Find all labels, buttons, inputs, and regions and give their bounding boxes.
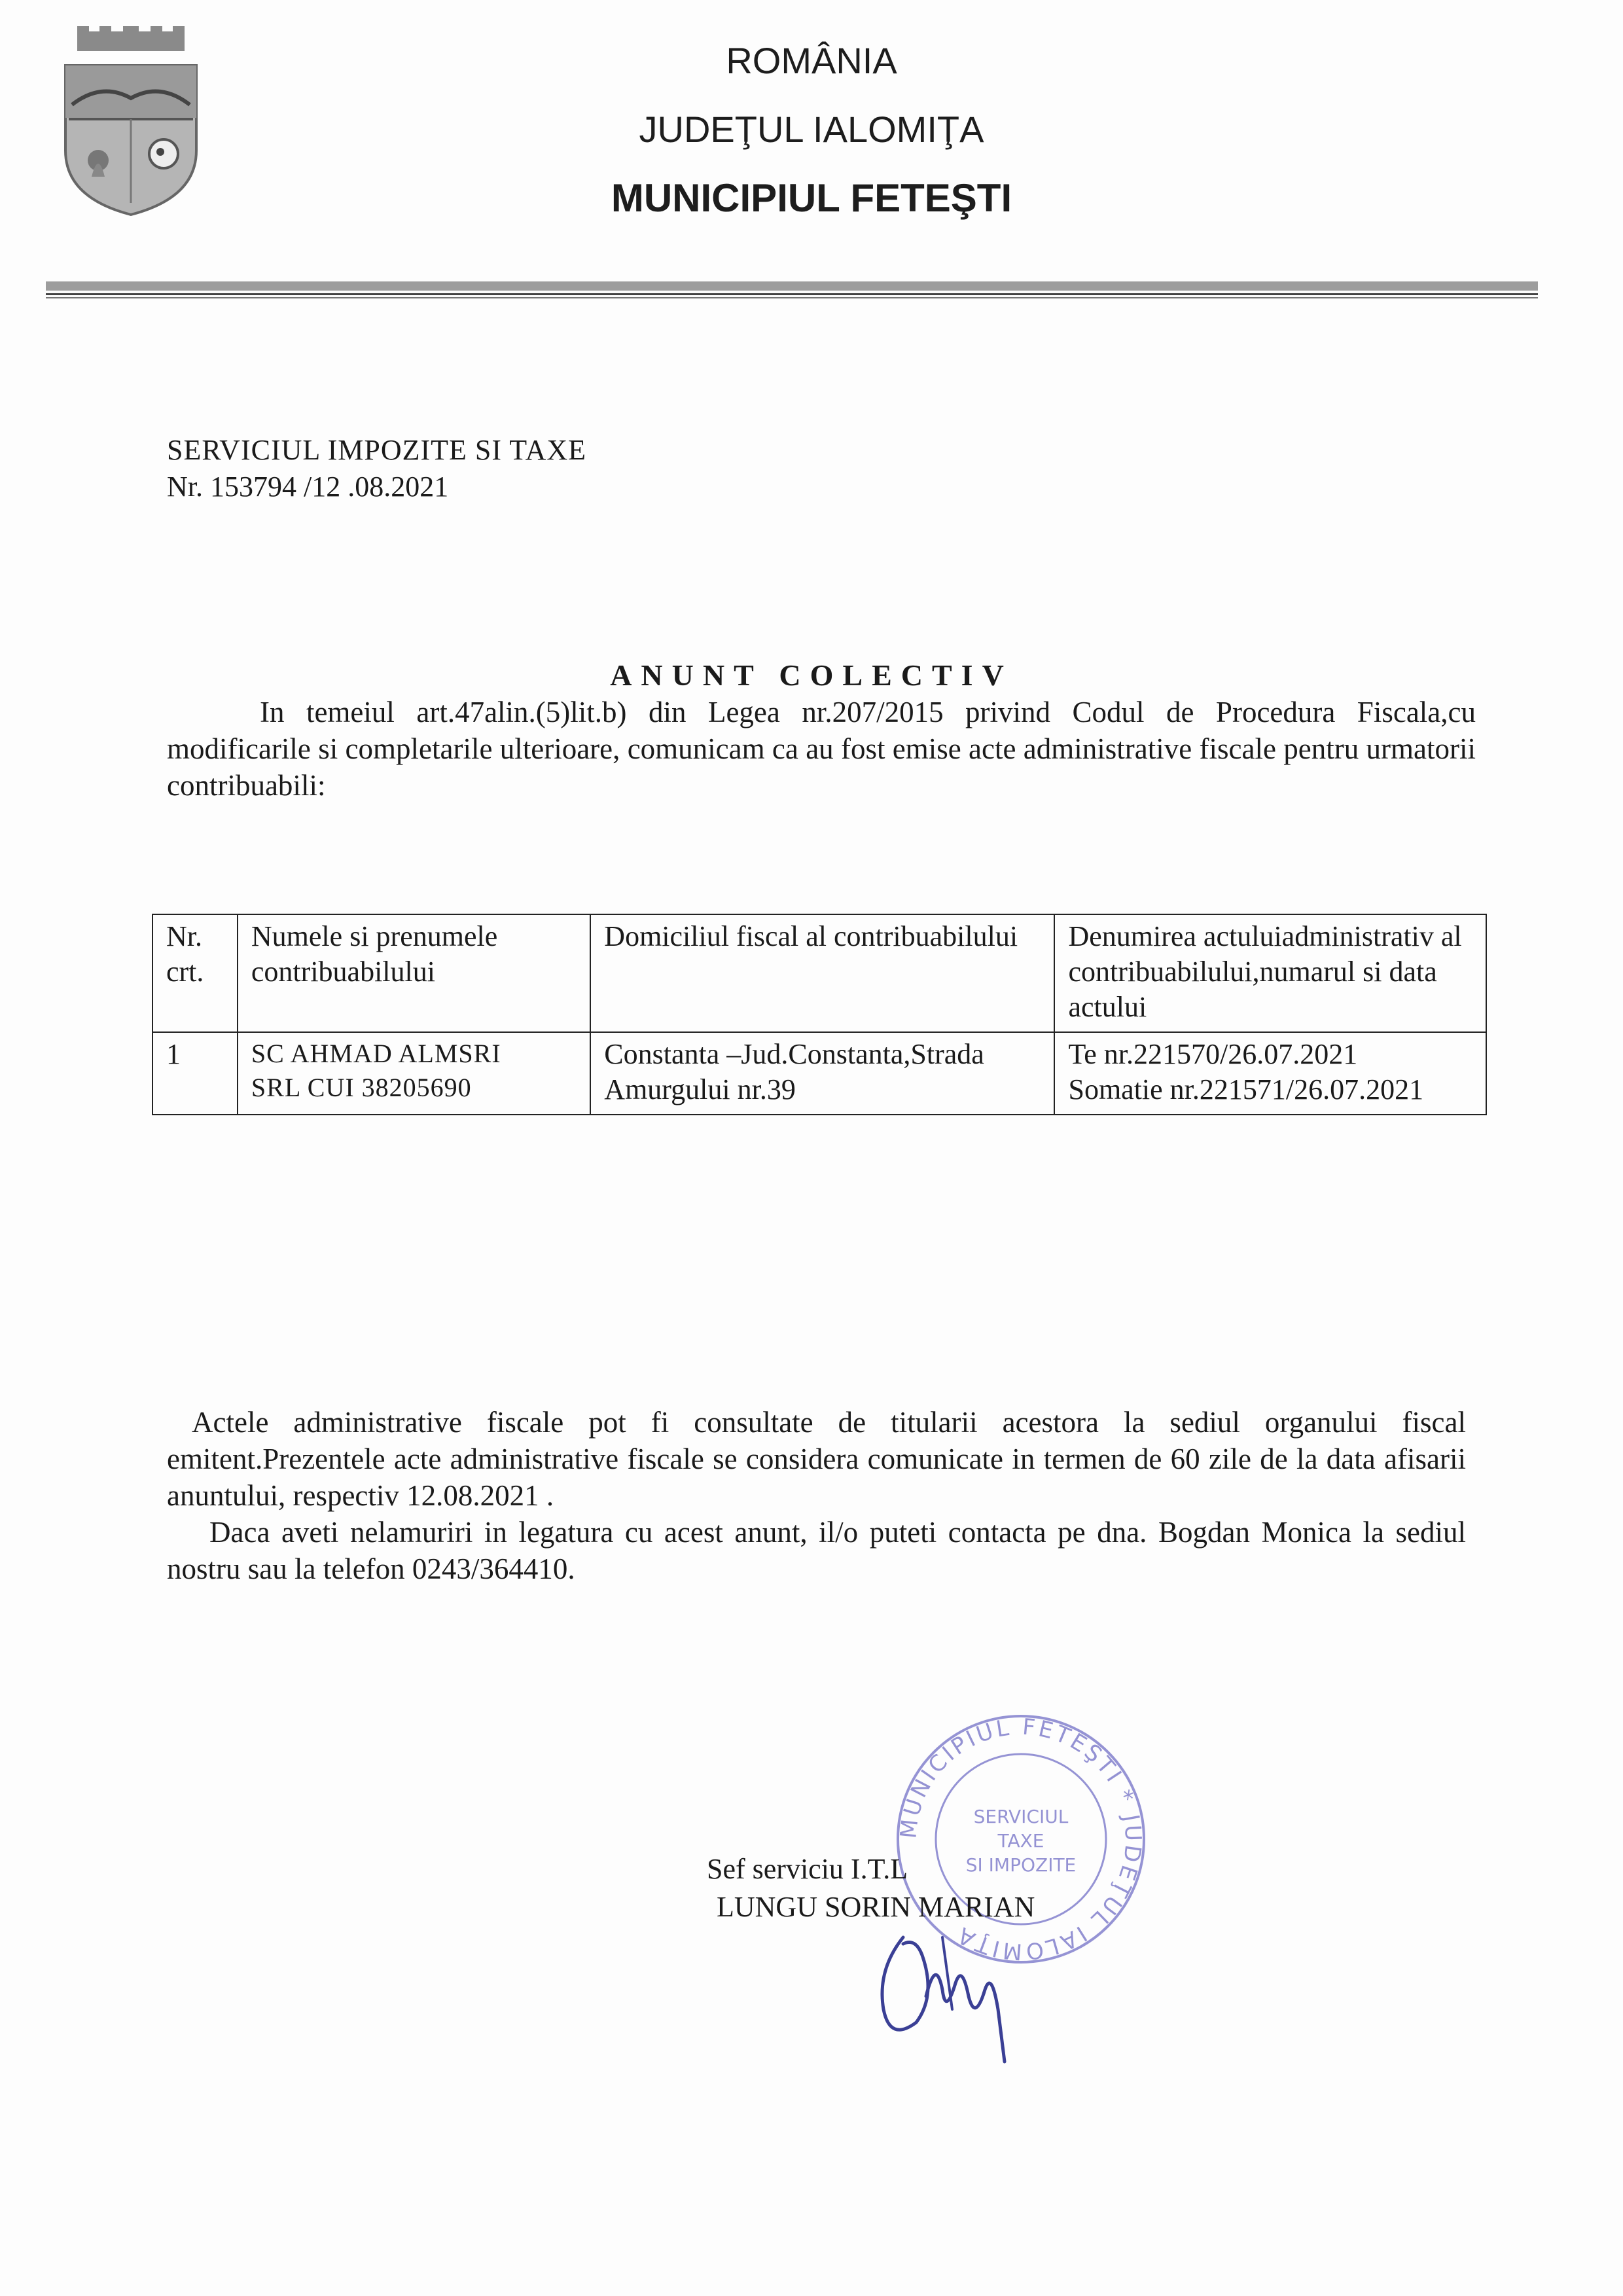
cell-act-line2: Somatie nr.221571/26.07.2021	[1068, 1073, 1424, 1105]
cell-act-line1: Te nr.221570/26.07.2021	[1068, 1038, 1358, 1070]
closing-paragraph-1: Actele administrative fiscale pot fi consultate de titularii acestora la sediul organului fiscal emitent.Prezentele acte administrative fiscale se considera comunicate in termen de 60 zile de la data afisarii anuntului, respectiv 12.08.2021 .	[167, 1406, 1466, 1512]
table-row	[152, 1032, 1486, 1115]
coat-of-arms-icon	[52, 26, 209, 216]
svg-text:SERVICIUL: SERVICIUL	[973, 1806, 1069, 1827]
header-nr: Nr. crt.	[152, 914, 238, 1032]
cell-nr: 1	[152, 1032, 238, 1115]
cell-address: Constanta –Jud.Constanta,Strada Amurgului nr.39	[590, 1032, 1054, 1115]
header-divider	[46, 280, 1538, 306]
signatory-role: Sef serviciu I.T.L	[707, 1853, 908, 1885]
closing-paragraph-2: Daca aveti nelamuriri in legatura cu acest anunt, il/o puteti contacta pe dna. Bogdan Monica la sediul nostru sau la telefon 0243/364410.	[167, 1516, 1466, 1585]
handwritten-signature-icon	[864, 1918, 1034, 2068]
table-header-row	[152, 914, 1486, 1032]
cell-name-line2: SRL CUI 38205690	[251, 1073, 472, 1102]
signatory-name: LUNGU SORIN MARIAN	[717, 1891, 1035, 1923]
cell-name	[238, 1032, 590, 1115]
document-title: ANUNT COLECTIV	[610, 658, 1013, 692]
header-county: JUDEŢUL IALOMIŢA	[639, 109, 984, 150]
registration-number: Nr. 153794 /12 .08.2021	[167, 471, 449, 503]
header-act: Denumirea actuluiadministrativ al contribuabilului,numarul si data actului	[1054, 914, 1486, 1032]
svg-text:SI IMPOZITE: SI IMPOZITE	[965, 1854, 1077, 1876]
header-municipality: MUNICIPIUL FETEŞTI	[611, 176, 1012, 220]
intro-section	[167, 694, 1476, 804]
taxpayer-table	[152, 914, 1487, 1115]
intro-paragraph: In temeiul art.47alin.(5)lit.b) din Legea nr.207/2015 privind Codul de Procedura Fiscala,cu modificarile si completarile ulterioare, comunicam ca au fost emise acte administrative fiscale pentru urmatorii contribuabili:	[167, 696, 1476, 802]
closing-section	[167, 1404, 1466, 1587]
header-country: ROMÂNIA	[726, 40, 897, 81]
header-address: Domiciliul fiscal al contribuabilului	[590, 914, 1054, 1032]
cell-act	[1054, 1032, 1486, 1115]
cell-name-line1: SC AHMAD ALMSRI	[251, 1039, 501, 1068]
svg-text:MUNICIPIUL FETEŞTI * JUDEŢUL I: MUNICIPIUL FETEŞTI * JUDEŢUL IALOMIŢA	[895, 1713, 1147, 1965]
svg-text:TAXE: TAXE	[997, 1830, 1044, 1852]
service-name: SERVICIUL IMPOZITE SI TAXE	[167, 434, 587, 466]
header-name: Numele si prenumele contribuabilului	[238, 914, 590, 1032]
